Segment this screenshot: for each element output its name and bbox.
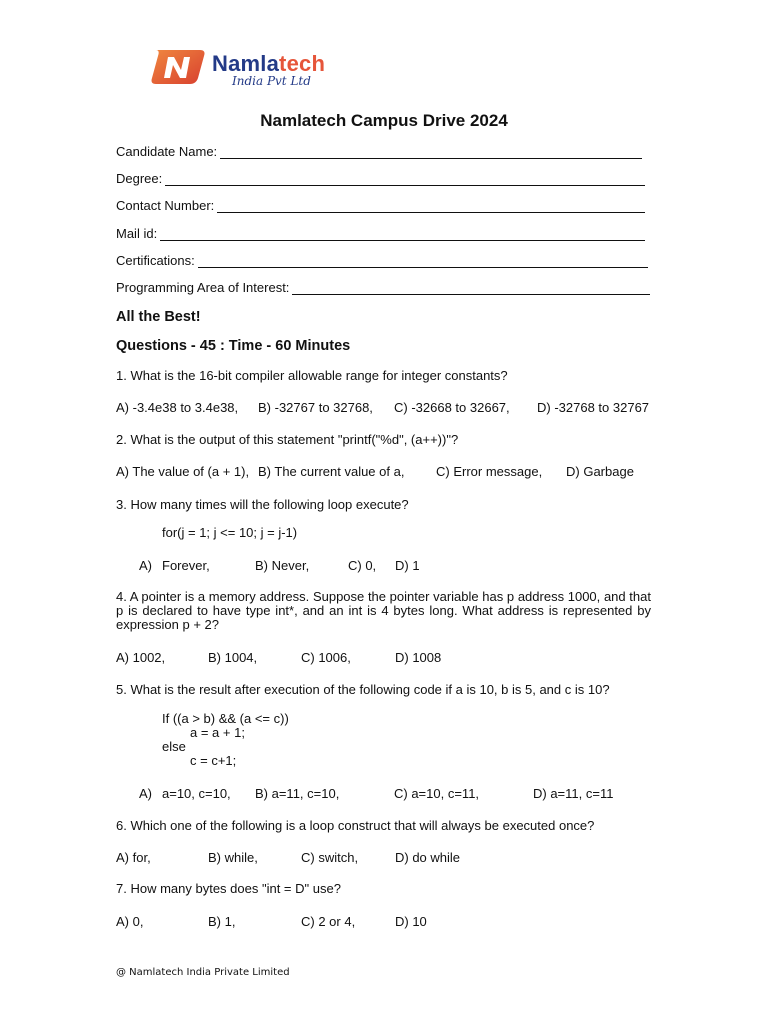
answer-option[interactable]: D) 10: [395, 914, 427, 929]
answer-option[interactable]: D) a=11, c=11: [533, 786, 614, 801]
code-line: else: [162, 739, 186, 754]
question-text: 1. What is the 16-bit compiler allowable range for integer constants?: [116, 368, 508, 383]
answer-option[interactable]: B) The current value of a,: [258, 464, 405, 479]
question-text: 6. Which one of the following is a loop construct that will always be executed once?: [116, 818, 595, 833]
answer-option[interactable]: B) 1,: [208, 914, 236, 929]
contact-number-field[interactable]: [116, 198, 645, 213]
fill-line[interactable]: [198, 255, 648, 268]
question-text: 2. What is the output of this statement "printf("%d", (a++))"?: [116, 432, 459, 447]
field-label: Contact Number:: [116, 198, 215, 213]
answer-option[interactable]: B) -32767 to 32768,: [258, 400, 373, 415]
answer-option-letter[interactable]: A): [139, 558, 152, 573]
fill-line[interactable]: [160, 228, 645, 241]
answer-option[interactable]: D) Garbage: [566, 464, 634, 479]
answer-option[interactable]: D) do while: [395, 850, 461, 865]
answer-option[interactable]: D) -32768 to 32767: [537, 400, 650, 415]
answer-option[interactable]: C) -32668 to 32667,: [394, 400, 510, 415]
code-line: for(j = 1; j <= 10; j = j-1): [162, 525, 298, 540]
logo-wordmark: Namlatech: [212, 51, 326, 76]
answer-option[interactable]: A) 0,: [116, 914, 144, 929]
code-line: c = c+1;: [190, 753, 237, 768]
answer-option[interactable]: C) 1006,: [301, 650, 351, 665]
answer-option[interactable]: D) 1008: [395, 650, 442, 665]
answer-option[interactable]: C) 2 or 4,: [301, 914, 356, 929]
question-text: 5. What is the result after execution of the following code if a is 10, b is 5, and c is 10?: [116, 682, 610, 697]
code-line: a = a + 1;: [190, 725, 245, 740]
fill-line[interactable]: [165, 173, 645, 186]
answer-option[interactable]: D) 1: [395, 558, 420, 573]
field-label: Candidate Name:: [116, 144, 218, 159]
answer-option[interactable]: C) 0,: [348, 558, 377, 573]
logo-n-mark-icon: [148, 48, 208, 86]
company-logo: [148, 48, 388, 96]
answer-option[interactable]: B) a=11, c=10,: [255, 786, 340, 801]
programming-area-field[interactable]: [116, 280, 650, 295]
answer-option[interactable]: A) for,: [116, 850, 151, 865]
candidate-name-field[interactable]: [116, 144, 642, 159]
answer-option[interactable]: A) -3.4e38 to 3.4e38,: [116, 400, 239, 415]
answer-option[interactable]: A) 1002,: [116, 650, 166, 665]
answer-option[interactable]: C) a=10, c=11,: [394, 786, 480, 801]
field-label: Programming Area of Interest:: [116, 280, 290, 295]
answer-option[interactable]: Forever,: [162, 558, 210, 573]
page-title: Namlatech Campus Drive 2024: [260, 111, 508, 130]
answer-option[interactable]: a=10, c=10,: [162, 786, 231, 801]
answer-option[interactable]: B) 1004,: [208, 650, 258, 665]
answer-option[interactable]: B) Never,: [255, 558, 310, 573]
answer-option[interactable]: A) The value of (a + 1),: [116, 464, 250, 479]
greeting: All the Best!: [116, 309, 201, 325]
answer-option[interactable]: B) while,: [208, 850, 258, 865]
fill-line[interactable]: [217, 200, 645, 213]
logo-subtitle: India Pvt Ltd: [232, 74, 311, 88]
question-text: 7. How many bytes does "int = D" use?: [116, 881, 341, 896]
question-text: 3. How many times will the following loop execute?: [116, 497, 409, 512]
exam-info: Questions - 45 : Time - 60 Minutes: [116, 338, 351, 354]
mail-id-field[interactable]: [116, 226, 645, 241]
answer-option[interactable]: C) switch,: [301, 850, 359, 865]
footer-copyright: @ Namlatech India Private Limited: [116, 967, 290, 978]
field-label: Certifications:: [116, 253, 195, 268]
answer-option[interactable]: C) Error message,: [436, 464, 543, 479]
degree-field[interactable]: [116, 171, 645, 186]
field-label: Degree:: [116, 171, 163, 186]
certifications-field[interactable]: [116, 253, 648, 268]
answer-option-letter[interactable]: A): [139, 786, 152, 801]
question-text: 4. A pointer is a memory address. Suppose the pointer variable has p address 1000, and that p is declared to have type int*, and an int is 4 bytes long. What address is represented by expression p + 2?: [116, 589, 651, 632]
field-label: Mail id:: [116, 226, 158, 241]
fill-line[interactable]: [292, 282, 650, 295]
fill-line[interactable]: [220, 146, 642, 159]
code-line: If ((a > b) && (a <= c)): [162, 711, 289, 726]
